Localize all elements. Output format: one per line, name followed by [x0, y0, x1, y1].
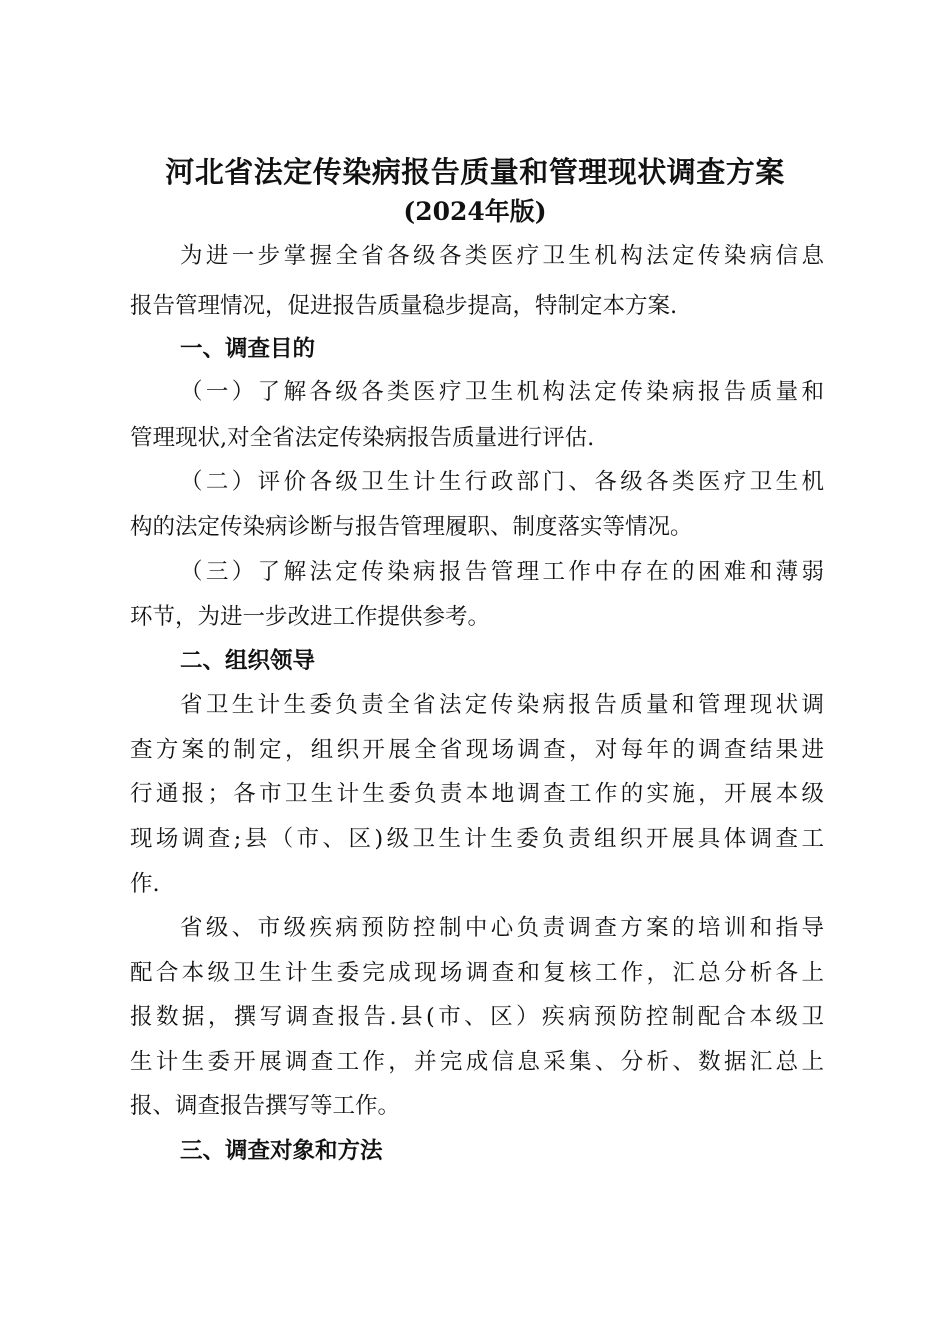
purpose-item-line: 管理现状,对全省法定传染病报告质量进行评估.: [130, 425, 595, 451]
intro-line: 报告管理情况，促进报告质量稳步提高，特制定本方案.: [130, 293, 678, 319]
section-heading-organization: 二、组织领导: [180, 648, 316, 674]
organization-para-line: 行通报；各市卫生计生委负责本地调查工作的实施，开展本级: [130, 781, 824, 807]
organization-para-line: 查方案的制定，组织开展全省现场调查，对每年的调查结果进: [130, 737, 824, 763]
section-heading-purpose: 一、调查目的: [180, 336, 316, 362]
purpose-item-line: 环节，为进一步改进工作提供参考。: [130, 604, 491, 630]
organization-para-line: 报、调查报告撰写等工作。: [130, 1093, 401, 1119]
organization-para-line: 配合本级卫生计生委完成现场调查和复核工作，汇总分析各上: [130, 960, 824, 986]
purpose-item-line: （一）了解各级各类医疗卫生机构法定传染病报告质量和: [180, 379, 824, 405]
organization-para-line: 省卫生计生委负责全省法定传染病报告质量和管理现状调: [180, 692, 824, 718]
organization-para-line: 省级、市级疾病预防控制中心负责调查方案的培训和指导: [180, 915, 824, 941]
organization-para-line: 报数据，撰写调查报告.县(市、区）疾病预防控制配合本级卫: [130, 1004, 824, 1030]
document-subtitle: (2024年版): [403, 197, 547, 226]
document-title: 河北省法定传染病报告质量和管理现状调查方案: [165, 155, 785, 189]
purpose-item-line: （二）评价各级卫生计生行政部门、各级各类医疗卫生机: [180, 469, 824, 495]
intro-line: 为进一步掌握全省各级各类医疗卫生机构法定传染病信息: [180, 243, 824, 269]
purpose-item-line: 构的法定传染病诊断与报告管理履职、制度落实等情况。: [130, 514, 693, 540]
organization-para-line: 作.: [130, 871, 160, 897]
organization-para-line: 生计生委开展调查工作，并完成信息采集、分析、数据汇总上: [130, 1049, 824, 1075]
purpose-item-line: （三）了解法定传染病报告管理工作中存在的困难和薄弱: [180, 559, 824, 585]
organization-para-line: 现场调查;县（市、区)级卫生计生委负责组织开展具体调查工: [130, 826, 824, 852]
section-heading-method: 三、调查对象和方法: [180, 1138, 383, 1164]
